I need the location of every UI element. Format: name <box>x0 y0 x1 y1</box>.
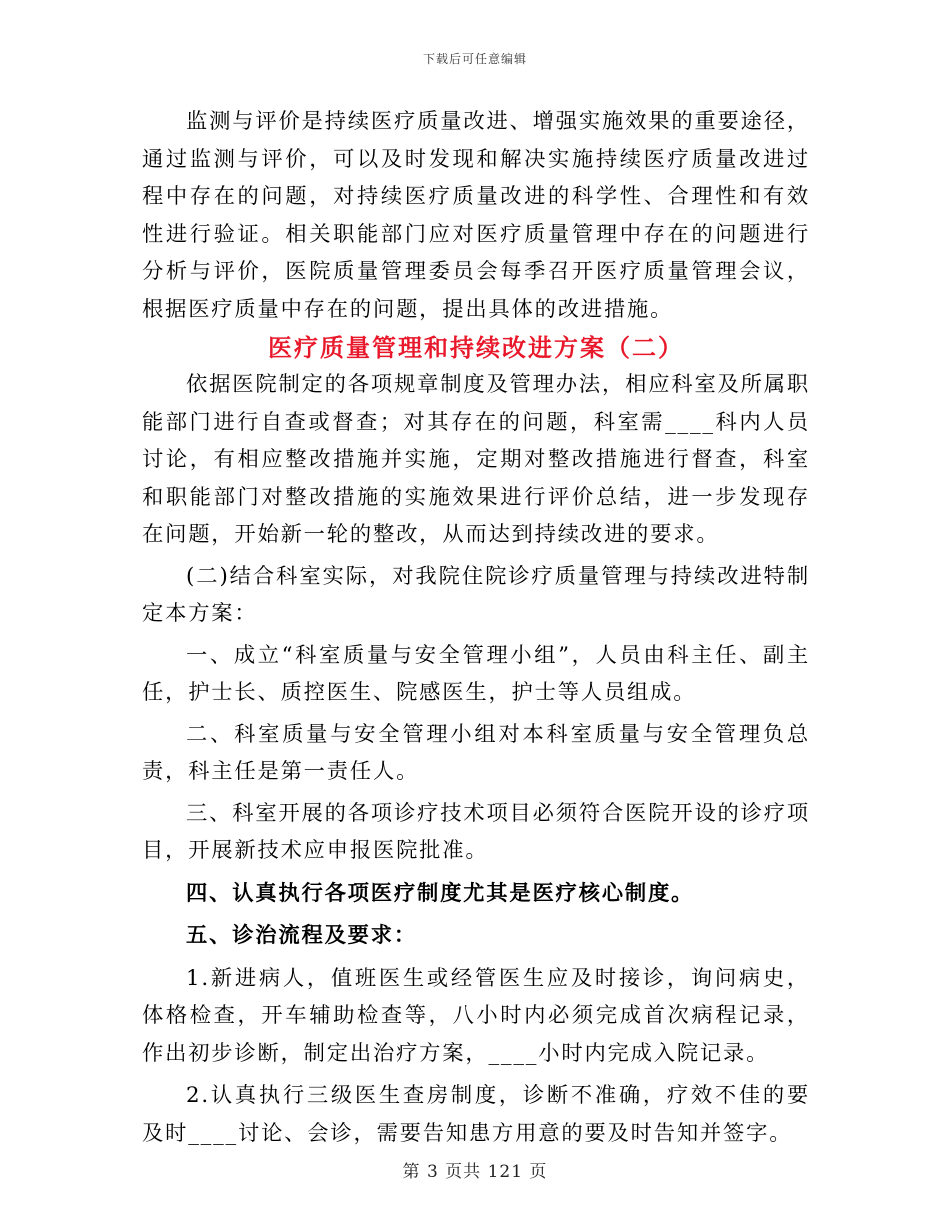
paragraph-monitoring: 监测与评价是持续医疗质量改进、增强实施效果的重要途径，通过监测与评价，可以及时发现和解决实施持续医疗质量改进过程中存在的问题，对持续医疗质量改进的科学性、合理性和有效性进行验证。相关职能部门应对医疗质量管理中存在的问题进行分析与评价，医院质量管理委员会每季召开医疗质量管理会议，根据医疗质量中存在的问题，提出具体的改进措施。 <box>142 109 810 322</box>
paragraph-subitem-1: 1.新进病人，值班医生或经管医生应及时接诊，询问病史，体格检查，开车辅助检查等，八小时内必须完成首次病程记录，作出初步诊断，制定出治疗方案，____小时内完成入院记录。 <box>142 965 810 1066</box>
paragraph-item-3: 三、科室开展的各项诊疗技术项目必须符合医院开设的诊疗项目，开展新技术应申报医院批准。 <box>142 800 810 863</box>
paragraph-item-5: 五、诊治流程及要求： <box>186 923 417 948</box>
paragraph-self-check: 依据医院制定的各项规章制度及管理办法，相应科室及所属职能部门进行自查或督查；对其存在的问题，科室需____科内人员讨论，有相应整改措施并实施，定期对整改措施进行督查，科室和职能部门对整改措施的实施效果进行评价总结，进一步发现存在问题，开始新一轮的整改，从而达到持续改进的要求。 <box>142 372 810 547</box>
paragraph-plan-intro: (二)结合科室实际，对我院住院诊疗质量管理与持续改进特制定本方案： <box>142 563 810 626</box>
paragraph-subitem-2: 2.认真执行三级医生查房制度，诊断不准确，疗效不佳的要及时____讨论、会诊，需要告知患方用意的要及时告知并签字。 <box>142 1083 810 1146</box>
document-body <box>142 103 810 1152</box>
page-header: 下载后可任意编辑 <box>422 52 527 66</box>
paragraph-item-2: 二、科室质量与安全管理小组对本科室质量与安全管理负总责，科主任是第一责任人。 <box>142 721 810 784</box>
paragraph-item-1: 一、成立“科室质量与安全管理小组”，人员由科主任、副主任，护士长、质控医生、院感医生，护士等人员组成。 <box>142 642 810 705</box>
page-number: 第 3 页共 121 页 <box>402 1162 548 1182</box>
section-title: 医疗质量管理和持续改进方案（二） <box>268 333 684 362</box>
paragraph-item-4: 四、认真执行各项医疗制度尤其是医疗核心制度。 <box>186 880 695 906</box>
